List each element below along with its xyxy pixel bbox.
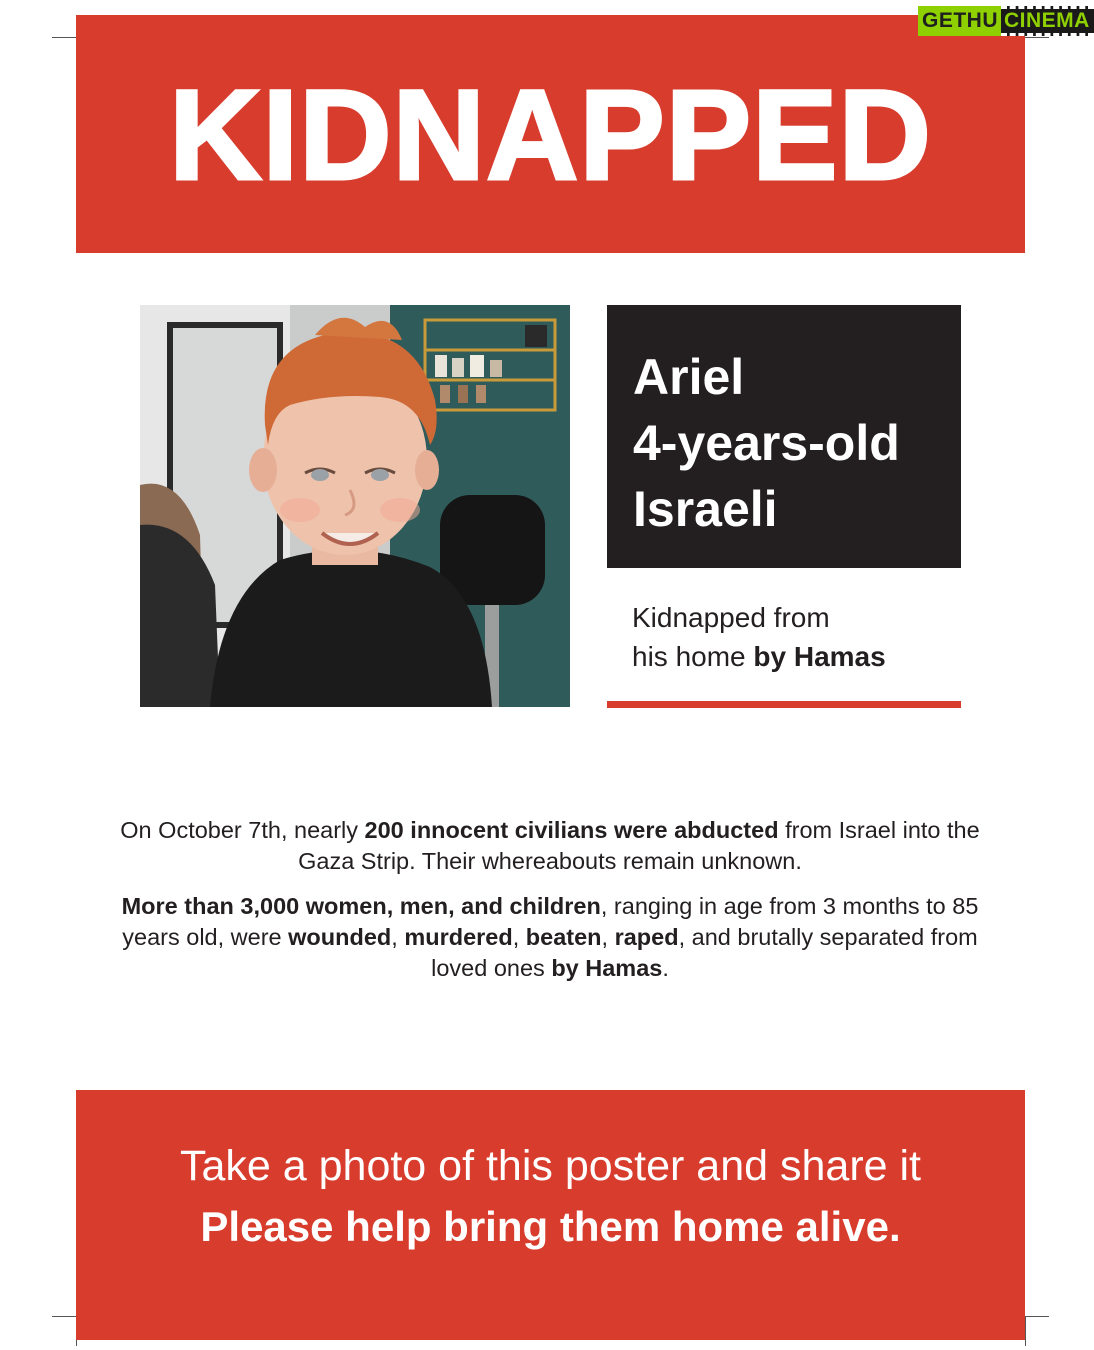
- paragraph-victims: [110, 891, 990, 984]
- paragraph-abduction: [110, 815, 990, 877]
- p1-text-2: from Israel into the Gaza Strip. Their whereabouts remain unknown.: [298, 817, 980, 874]
- p2-bold-3: murdered: [404, 924, 513, 950]
- headline: KIDNAPPED: [169, 64, 932, 207]
- crop-mark: [1025, 1316, 1026, 1346]
- p2-text-6: .: [662, 955, 669, 981]
- p2-text-5: , and brutally separated from loved ones: [431, 924, 978, 981]
- watermark-part-1: GETHU: [918, 6, 1001, 36]
- victim-name: Ariel: [633, 349, 745, 405]
- cta-share-line: Take a photo of this poster and share it: [179, 1142, 921, 1190]
- origin-line-1: Kidnapped from: [632, 602, 830, 633]
- p2-bold-2: wounded: [288, 924, 392, 950]
- kidnapped-from-text: [632, 598, 886, 676]
- divider-rule: [607, 701, 961, 708]
- watermark-logo: [918, 6, 1094, 36]
- victim-age: 4-years-old: [633, 415, 900, 471]
- p2-bold-4: beaten: [525, 924, 602, 950]
- p2-text-2: ,: [391, 924, 405, 950]
- crop-mark: [52, 1316, 76, 1317]
- crop-mark: [1025, 1316, 1049, 1317]
- p2-text-4: ,: [601, 924, 615, 950]
- p2-bold-1: More than 3,000 women, men, and children: [121, 893, 601, 919]
- p2-text-3: ,: [512, 924, 526, 950]
- p1-text-1: On October 7th, nearly: [120, 817, 365, 843]
- p2-text-1: , ranging in age from 3 months to 85 years old, were: [122, 893, 979, 950]
- crop-mark: [52, 37, 76, 38]
- headline-banner: [76, 15, 1025, 253]
- p2-bold-6: by Hamas: [551, 955, 663, 981]
- call-to-action-banner: [76, 1090, 1025, 1340]
- cta-help-line: Please help bring them home alive.: [200, 1203, 901, 1250]
- p1-bold-1: 200 innocent civilians were abducted: [364, 817, 779, 843]
- crop-mark: [1025, 37, 1049, 38]
- origin-line-2-bold: by Hamas: [753, 641, 886, 672]
- origin-line-2: [632, 637, 886, 676]
- p2-bold-5: raped: [614, 924, 679, 950]
- watermark-part-2: CINEMA: [1001, 6, 1094, 36]
- victim-photo: [140, 305, 570, 707]
- victim-info-box: [607, 305, 961, 568]
- origin-line-2-regular: his home: [632, 641, 754, 672]
- victim-nationality: Israeli: [633, 481, 778, 537]
